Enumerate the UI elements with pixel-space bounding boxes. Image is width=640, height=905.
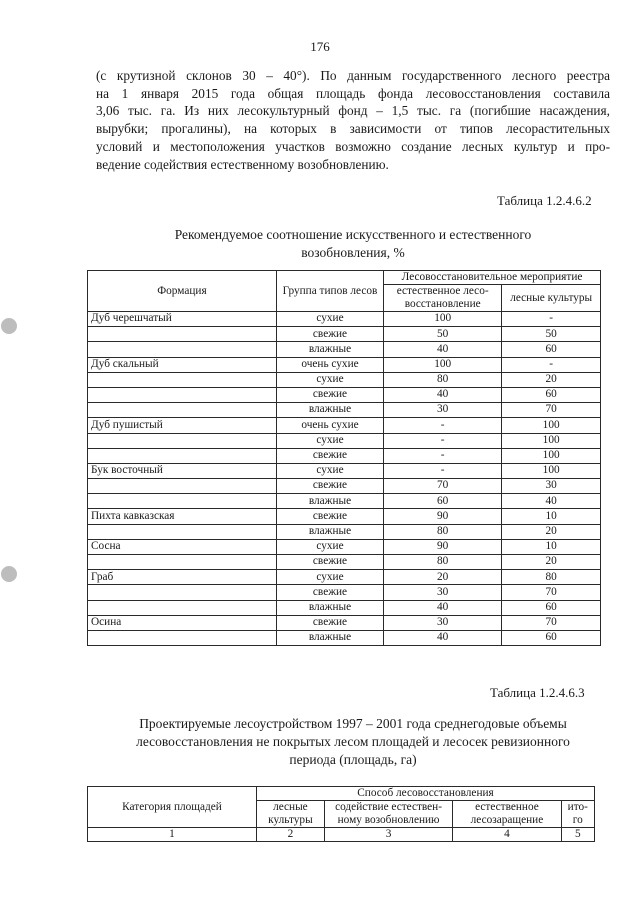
natural-value-cell: - xyxy=(384,463,502,478)
natural-value-cell: 80 xyxy=(384,372,502,387)
header-method: Способ лесовосстановления xyxy=(257,787,595,801)
natural-value-cell: 100 xyxy=(384,357,502,372)
paragraph-line: условий и местоположения участков возможно создание лесных культур и про- xyxy=(96,138,610,154)
group-cell: влажные xyxy=(276,494,383,509)
cultures-value-cell: 20 xyxy=(502,555,601,570)
table-title xyxy=(96,715,610,769)
cultures-value-cell: 100 xyxy=(502,448,601,463)
formation-cell: Сосна xyxy=(88,539,277,554)
table-row xyxy=(88,327,601,342)
cultures-value-cell: 80 xyxy=(502,570,601,585)
group-cell: свежие xyxy=(276,479,383,494)
formation-cell xyxy=(88,600,277,615)
formation-cell: Граб xyxy=(88,570,277,585)
paragraph-line: (с крутизной склонов 30 – 40°). По данным государственного лесного реестра xyxy=(96,68,610,83)
table-title-line: возобновления, % xyxy=(301,245,405,260)
table-row xyxy=(88,372,601,387)
table-row xyxy=(88,509,601,524)
group-cell: сухие xyxy=(276,570,383,585)
table-row xyxy=(88,555,601,570)
group-cell: очень сухие xyxy=(276,357,383,372)
cultures-value-cell: 70 xyxy=(502,585,601,600)
forest-regeneration-ratio-table xyxy=(87,270,601,646)
table-row xyxy=(88,494,601,509)
group-cell: сухие xyxy=(276,312,383,327)
formation-cell xyxy=(88,372,277,387)
table-label: Таблица 1.2.4.6.3 xyxy=(490,685,585,700)
formation-cell xyxy=(88,433,277,448)
cultures-value-cell: 100 xyxy=(502,418,601,433)
cultures-value-cell: 60 xyxy=(502,600,601,615)
natural-value-cell: 90 xyxy=(384,539,502,554)
header-natural: естественное лесо-восстановление xyxy=(384,285,502,312)
cultures-value-cell: - xyxy=(502,357,601,372)
natural-value-cell: 70 xyxy=(384,479,502,494)
group-cell: влажные xyxy=(276,524,383,539)
formation-cell xyxy=(88,403,277,418)
formation-cell xyxy=(88,555,277,570)
paragraph-line: вырубки; прогалины), на которых в зависимости от типов лесорастительных xyxy=(96,121,610,137)
natural-value-cell: - xyxy=(384,448,502,463)
group-cell: свежие xyxy=(276,585,383,600)
header-natural: естественное лесозаращение xyxy=(453,801,561,828)
cultures-value-cell: 70 xyxy=(502,615,601,630)
body-paragraph xyxy=(96,67,610,173)
header-cultures: лесные культуры xyxy=(502,285,601,312)
table-title xyxy=(96,226,610,262)
table-title-line: периода (площадь, га) xyxy=(289,752,417,767)
table-row xyxy=(88,403,601,418)
natural-value-cell: 50 xyxy=(384,327,502,342)
group-cell: свежие xyxy=(276,509,383,524)
formation-cell: Дуб скальный xyxy=(88,357,277,372)
cultures-value-cell: 20 xyxy=(502,372,601,387)
paragraph-line: 3,06 тыс. га. Из них лесокультурный фонд – 1,5 тыс. га (погибшие насаждения, xyxy=(96,103,610,119)
group-cell: влажные xyxy=(276,630,383,645)
regeneration-volume-table xyxy=(87,786,595,842)
cultures-value-cell: 40 xyxy=(502,494,601,509)
table-row xyxy=(88,524,601,539)
table-row xyxy=(88,312,601,327)
group-cell: сухие xyxy=(276,372,383,387)
formation-cell xyxy=(88,524,277,539)
formation-cell xyxy=(88,387,277,402)
natural-value-cell: 30 xyxy=(384,615,502,630)
cultures-value-cell: 60 xyxy=(502,342,601,357)
table-title-line: Проектируемые лесоустройством 1997 – 2001 года среднегодовые объемы xyxy=(139,716,567,731)
table-row xyxy=(88,463,601,478)
header-formation: Формация xyxy=(88,271,277,312)
column-number: 1 xyxy=(88,828,257,842)
group-cell: свежие xyxy=(276,615,383,630)
formation-cell: Пихта кавказская xyxy=(88,509,277,524)
table-title-line: лесовосстановления не покрытых лесом площадей и лесосек ревизионного xyxy=(136,734,570,749)
group-cell: сухие xyxy=(276,433,383,448)
formation-cell xyxy=(88,494,277,509)
formation-cell xyxy=(88,479,277,494)
natural-value-cell: 40 xyxy=(384,387,502,402)
group-cell: сухие xyxy=(276,463,383,478)
paragraph-line: ведение содействия естественному возобновлению. xyxy=(96,156,389,172)
formation-cell xyxy=(88,630,277,645)
natural-value-cell: 30 xyxy=(384,585,502,600)
page-number: 176 xyxy=(310,39,330,54)
formation-cell: Осина xyxy=(88,615,277,630)
binder-hole-mark xyxy=(1,318,17,334)
group-cell: свежие xyxy=(276,327,383,342)
header-category: Категория площадей xyxy=(88,787,257,828)
natural-value-cell: - xyxy=(384,433,502,448)
table-row xyxy=(88,539,601,554)
formation-cell: Дуб черешчатый xyxy=(88,312,277,327)
table-row xyxy=(88,418,601,433)
table-row xyxy=(88,387,601,402)
cultures-value-cell: 100 xyxy=(502,433,601,448)
formation-cell xyxy=(88,448,277,463)
header-assist: содействие естествен-ному возобновлению xyxy=(324,801,453,828)
formation-cell xyxy=(88,585,277,600)
natural-value-cell: 80 xyxy=(384,555,502,570)
cultures-value-cell: 20 xyxy=(502,524,601,539)
formation-cell xyxy=(88,327,277,342)
natural-value-cell: 90 xyxy=(384,509,502,524)
group-cell: влажные xyxy=(276,403,383,418)
group-cell: свежие xyxy=(276,387,383,402)
table-label: Таблица 1.2.4.6.2 xyxy=(497,193,592,208)
binder-hole-mark xyxy=(1,566,17,582)
header-measure: Лесовосстановительное мероприятие xyxy=(384,271,601,285)
cultures-value-cell: 100 xyxy=(502,463,601,478)
group-cell: влажные xyxy=(276,600,383,615)
table-row xyxy=(88,342,601,357)
table-row xyxy=(88,433,601,448)
cultures-value-cell: - xyxy=(502,312,601,327)
natural-value-cell: 40 xyxy=(384,600,502,615)
paragraph-line: на 1 января 2015 года общая площадь фонда лесовосстановления составила xyxy=(96,85,610,101)
natural-value-cell: 40 xyxy=(384,342,502,357)
cultures-value-cell: 50 xyxy=(502,327,601,342)
cultures-value-cell: 30 xyxy=(502,479,601,494)
natural-value-cell: - xyxy=(384,418,502,433)
natural-value-cell: 80 xyxy=(384,524,502,539)
table-row xyxy=(88,570,601,585)
header-total: ито-го xyxy=(561,801,594,828)
formation-cell: Дуб пушистый xyxy=(88,418,277,433)
natural-value-cell: 40 xyxy=(384,630,502,645)
table-row xyxy=(88,600,601,615)
formation-cell xyxy=(88,342,277,357)
cultures-value-cell: 60 xyxy=(502,387,601,402)
natural-value-cell: 60 xyxy=(384,494,502,509)
column-number: 2 xyxy=(257,828,325,842)
table-title-line: Рекомендуемое соотношение искусственного и естественного xyxy=(174,227,532,242)
group-cell: свежие xyxy=(276,448,383,463)
cultures-value-cell: 70 xyxy=(502,403,601,418)
table-row xyxy=(88,615,601,630)
natural-value-cell: 30 xyxy=(384,403,502,418)
group-cell: свежие xyxy=(276,555,383,570)
column-number: 3 xyxy=(324,828,453,842)
table-row xyxy=(88,357,601,372)
header-group: Группа типов лесов xyxy=(276,271,383,312)
header-cultures: лесные культуры xyxy=(257,801,325,828)
natural-value-cell: 20 xyxy=(384,570,502,585)
table-row xyxy=(88,479,601,494)
column-number: 4 xyxy=(453,828,561,842)
column-number: 5 xyxy=(561,828,594,842)
group-cell: очень сухие xyxy=(276,418,383,433)
cultures-value-cell: 10 xyxy=(502,509,601,524)
table-row xyxy=(88,585,601,600)
table-row xyxy=(88,630,601,645)
table-row xyxy=(88,448,601,463)
natural-value-cell: 100 xyxy=(384,312,502,327)
formation-cell: Бук восточный xyxy=(88,463,277,478)
cultures-value-cell: 10 xyxy=(502,539,601,554)
group-cell: сухие xyxy=(276,539,383,554)
cultures-value-cell: 60 xyxy=(502,630,601,645)
group-cell: влажные xyxy=(276,342,383,357)
